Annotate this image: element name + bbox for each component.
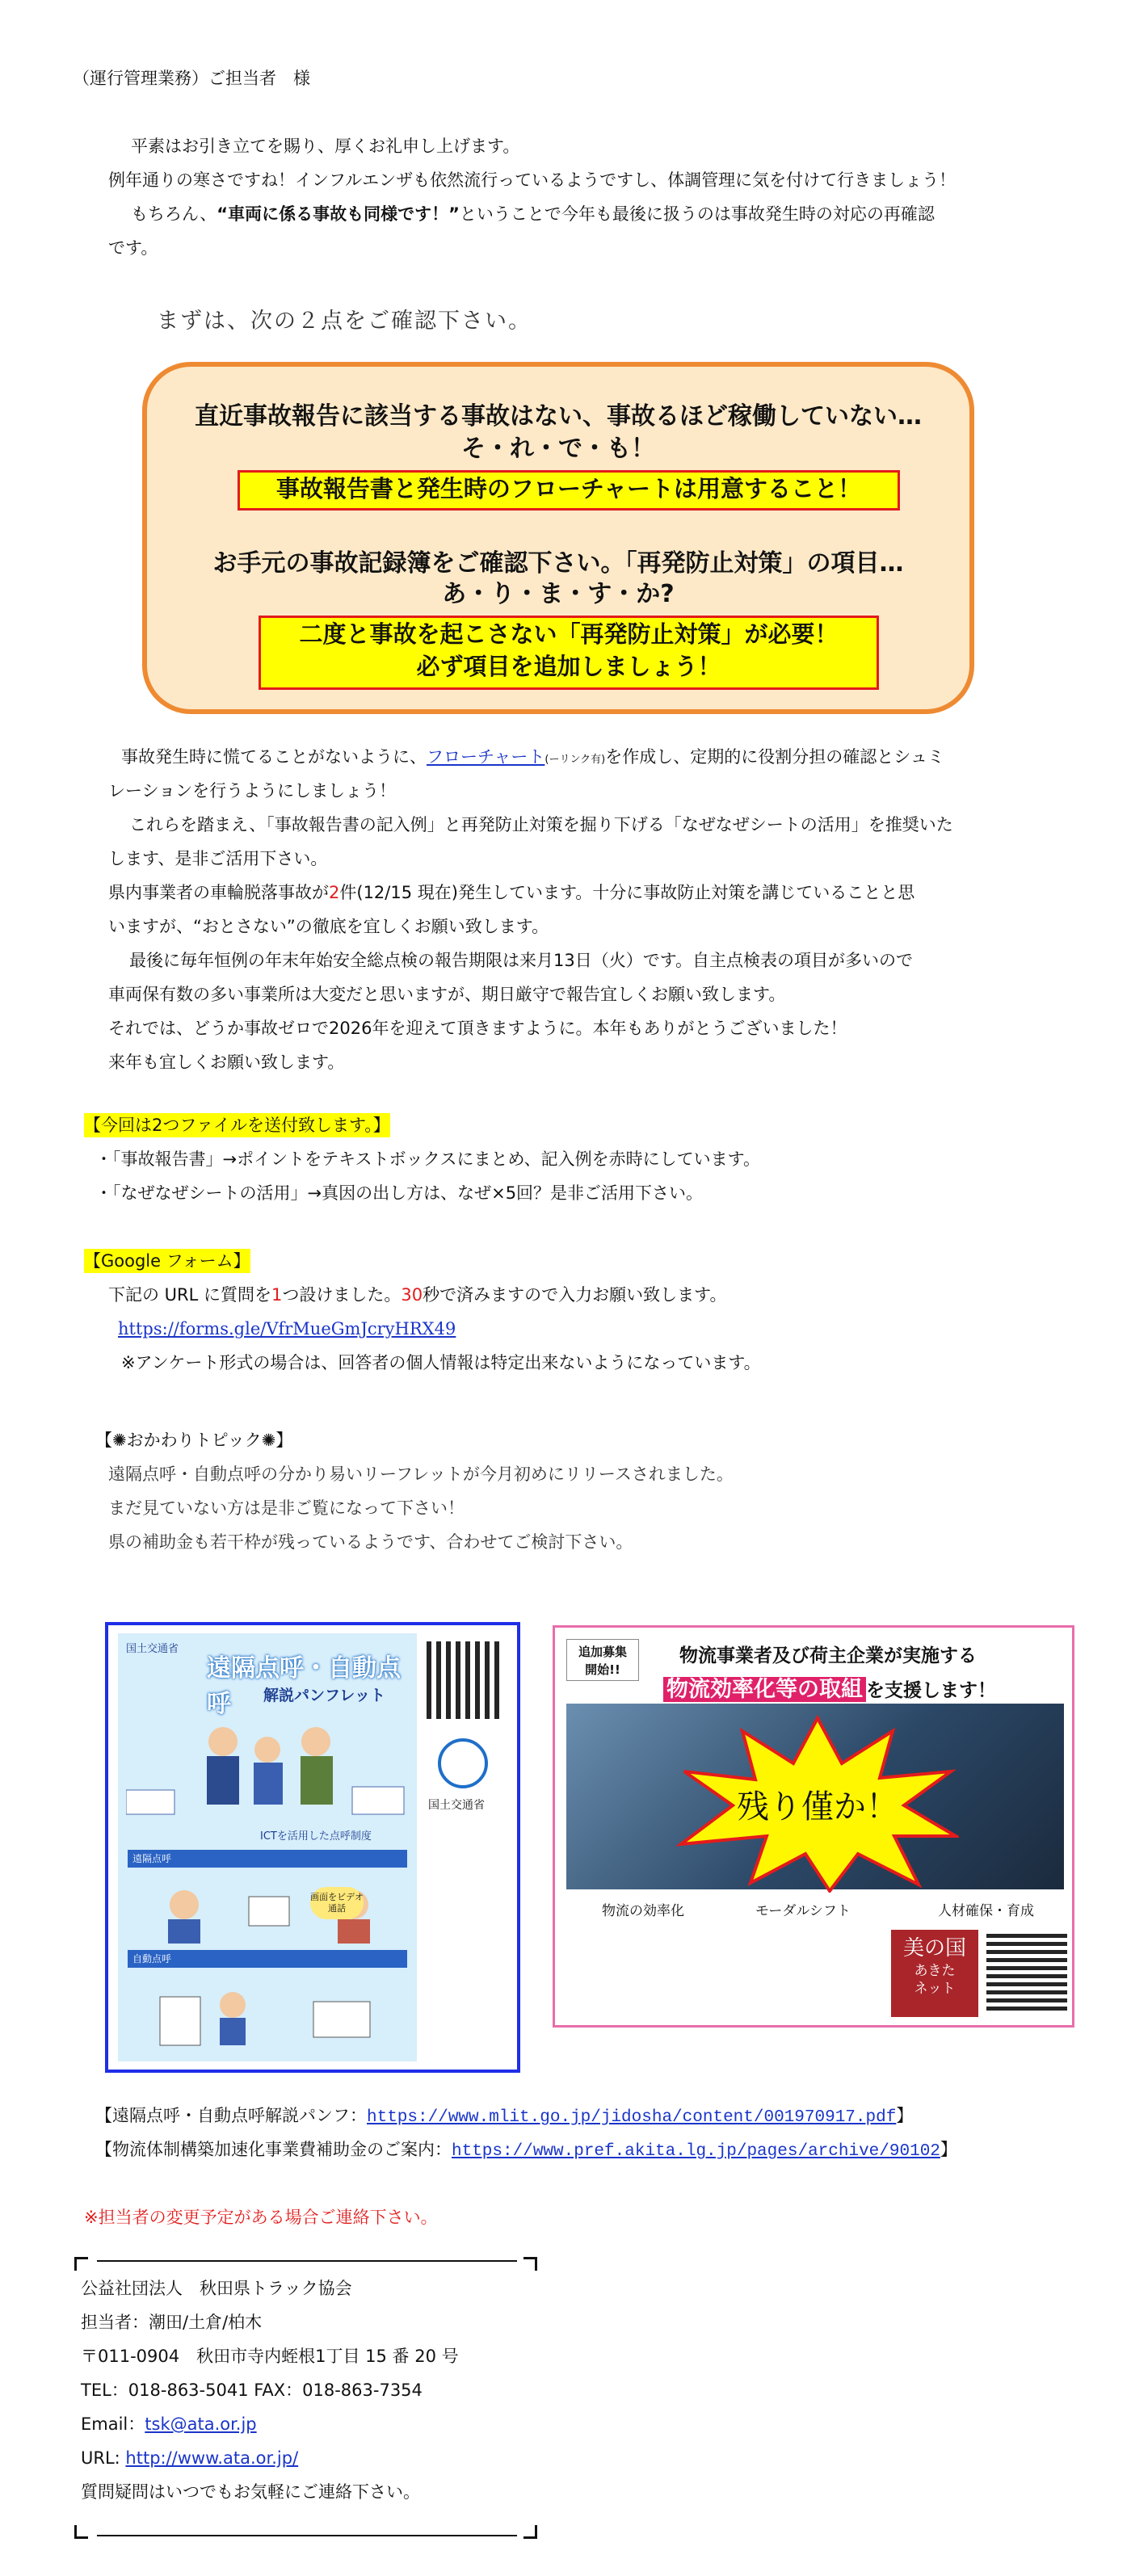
org-name: 公益社団法人 秋田県トラック協会 — [81, 2279, 352, 2298]
callout-q1-line1: 直近事故報告に該当する事故はない、事故るほど稼働していない… — [195, 402, 922, 431]
akita-logo: 美の国 あきた ネット — [891, 1930, 978, 2017]
divider — [97, 2535, 517, 2536]
staff-names: 担当者：潮田/土倉/柏木 — [81, 2313, 263, 2332]
corner-mark — [74, 2525, 88, 2539]
greeting-line-3: もちろん、“車両に係る事故も同様です！”ということで今年も最後に扱うのは事故発生時の対応の再確認 — [131, 204, 935, 224]
callout-q2-line2: あ・り・ま・す・か? — [442, 580, 675, 608]
ministry-label-2: 国土交通省 — [428, 1799, 485, 1812]
google-form-link[interactable]: https://forms.gle/VfrMueGmJcryHRX49 — [118, 1319, 456, 1338]
burst-text: 残り僅か！ — [737, 1788, 898, 1826]
phone-fax: TEL：018-863-5041 FAX：018-863-7354 — [81, 2381, 423, 2400]
ministry-logo — [438, 1738, 488, 1788]
flyer-headline: 物流事業者及び荷主企業が実施する — [679, 1645, 977, 1666]
callout-q2-line1: お手元の事故記録簿をご確認下さい。「再発防止対策」の項目… — [212, 549, 904, 578]
greeting-line-1: 平素はお引き立てを賜り、厚くお礼申し上げます。 — [131, 137, 520, 156]
subsidy-url-link[interactable]: https://www.pref.akita.lg.jp/pages/archive/90102 — [452, 2142, 940, 2161]
ministry-label: 国土交通省 — [126, 1643, 179, 1655]
callout-box — [142, 362, 974, 714]
divider — [97, 2260, 517, 2262]
callout-answer-2-line2: 必ず項目を追加しましょう！ — [416, 653, 721, 680]
google-heading: 【Google フォーム】 — [84, 1249, 250, 1273]
callout-answer-1: 事故報告書と発生時のフローチャートは用意すること！ — [238, 470, 900, 511]
pamphlet-illustration — [126, 1709, 409, 1822]
section-remote: 遠隔点呼 — [128, 1850, 407, 1868]
body-p3: 県内事業者の車輪脱落事故が2件(12/15 現在)発生しています。十分に事故防止対策を講じていることと思 — [108, 883, 915, 902]
website-link[interactable]: http://www.ata.or.jp/ — [125, 2448, 299, 2468]
callout-answer-2 — [259, 616, 879, 690]
recruitment-badge: 追加募集 開始!! — [566, 1639, 639, 1681]
qr-code[interactable] — [986, 1930, 1067, 2011]
flyer-headline-2: 物流効率化等の取組 を支援します！ — [663, 1671, 996, 1703]
caption-modal-shift: モーダルシフト — [755, 1903, 851, 1919]
addressee: （運行管理業務）ご担当者 様 — [73, 69, 310, 88]
topic-line-1: 遠隔点呼・自動点呼の分かり易いリーフレットが今月初めにリリースされました。 — [108, 1464, 734, 1484]
topic-line-3: 県の補助金も若干枠が残っているようです、合わせてご検討下さい。 — [108, 1532, 633, 1552]
sparkle-icon: ✺ — [112, 1431, 127, 1450]
corner-mark — [74, 2257, 88, 2271]
topic-line-2: まだ見ていない方は是非ご覧になって下さい！ — [108, 1498, 465, 1518]
caption-efficiency: 物流の効率化 — [602, 1903, 684, 1919]
body-p6: 来年も宜しくお願い致します。 — [108, 1053, 345, 1072]
callout-answer-2-line1: 二度と事故を起こさない「再発防止対策」が必要！ — [299, 620, 839, 648]
link-line-2: 【物流体制構築加速化事業費補助金のご案内：https://www.pref.akita.lg.jp/pages/archive/90102】 — [95, 2140, 957, 2161]
pamphlet-cover — [118, 1633, 417, 2061]
body-p2-cont: します、是非ご活用下さい。 — [108, 849, 328, 868]
corner-mark — [523, 2525, 537, 2539]
closing-text: 質問疑問はいつでもお気軽にご連絡下さい。 — [81, 2482, 420, 2502]
email-link[interactable]: tsk@ata.or.jp — [145, 2414, 257, 2434]
google-note: ※アンケート形式の場合は、回答者の個人情報は特定出来ないようになっています。 — [121, 1353, 761, 1372]
intro-text: まずは、次の２点をご確認下さい。 — [157, 309, 532, 334]
auto-illustration — [128, 1973, 407, 2053]
files-item-1: ・「事故報告書」→ポイントをテキストボックスにまとめ、記入例を赤時にしています。 — [95, 1149, 760, 1169]
qr-code[interactable] — [427, 1641, 504, 1719]
body-p2: これらを踏まえ、「事故報告書の記入例」と再発防止対策を掘り下げる「なぜなぜシートの活用」を推奨いた — [129, 815, 953, 834]
caption-talent: 人材確保・育成 — [938, 1903, 1034, 1919]
body-p4: 最後に毎年恒例の年末年始安全総点検の報告期限は来月13日（火）です。自主点検表の項目が多いので — [129, 951, 914, 970]
body-p5: それでは、どうか事故ゼロで2026年を迎えて頂きますように。本年もありがとうございました！ — [108, 1019, 847, 1038]
pamphlet-subtitle: 解説パンフレット — [263, 1687, 386, 1704]
body-p3-cont: いますが、“おとさない”の徹底を宜しくお願い致します。 — [108, 917, 549, 936]
pamphlet-url-link[interactable]: https://www.mlit.go.jp/jidosha/content/001970917.pdf — [367, 2108, 897, 2127]
body-p1: 事故発生時に慌てることがないように、フローチャート(ーリンク有)を作成し、定期的に役割分担の確認とシュミ — [121, 747, 944, 767]
sparkle-icon: ✺ — [261, 1431, 276, 1450]
address: 〒011-0904 秋田市寺内蛭根1丁目 15 番 20 号 — [81, 2347, 459, 2366]
url-line: URL: http://www.ata.or.jp/ — [81, 2448, 299, 2468]
remote-rollcall-pamphlet[interactable] — [105, 1622, 520, 2073]
greeting-line-4: です。 — [108, 238, 158, 258]
corner-mark — [523, 2257, 537, 2271]
greeting-line-2: 例年通りの寒さですね！インフルエンザも依然流行っているようですし、体調管理に気を付けて行きましょう！ — [108, 170, 957, 190]
files-item-2: ・「なぜなぜシートの活用」→真因の出し方は、なぜ×5回？是非ご活用下さい。 — [95, 1183, 704, 1203]
body-p1-cont: レーションを行うようにしましょう！ — [108, 781, 397, 801]
ict-label: ICTを活用した点呼制度 — [260, 1830, 372, 1843]
topic-heading: 【✺おかわりトピック✺】 — [95, 1431, 293, 1450]
callout-q1-line2: そ・れ・で・も！ — [461, 435, 655, 463]
contact-change-notice: ※担当者の変更予定がある場合ご連絡下さい。 — [84, 2208, 438, 2227]
link-line-1: 【遠隔点呼・自動点呼解説パンフ：https://www.mlit.go.jp/jidosha/content/001970917.pdf】 — [95, 2106, 914, 2127]
google-line: 下記の URL に質問を1つ設けました。30秒で済みますので入力お願い致します。 — [108, 1285, 727, 1305]
body-p4-cont: 車両保有数の多い事業所は大変だと思いますが、期日厳守で報告宜しくお願い致します。 — [108, 985, 786, 1004]
remote-illustration — [128, 1872, 407, 1945]
email-line: Email：tsk@ata.or.jp — [81, 2414, 257, 2434]
logistics-subsidy-flyer[interactable] — [553, 1625, 1074, 2028]
pamphlet-title: 遠隔点呼・自動点呼 — [207, 1654, 401, 1718]
flowchart-link[interactable]: フローチャート — [427, 747, 545, 767]
video-call-bubble: 画面をビデオ通話 — [310, 1887, 364, 1919]
section-auto: 自動点呼 — [128, 1950, 407, 1968]
files-heading: 【今回は2つファイルを送付致します。】 — [84, 1113, 390, 1137]
